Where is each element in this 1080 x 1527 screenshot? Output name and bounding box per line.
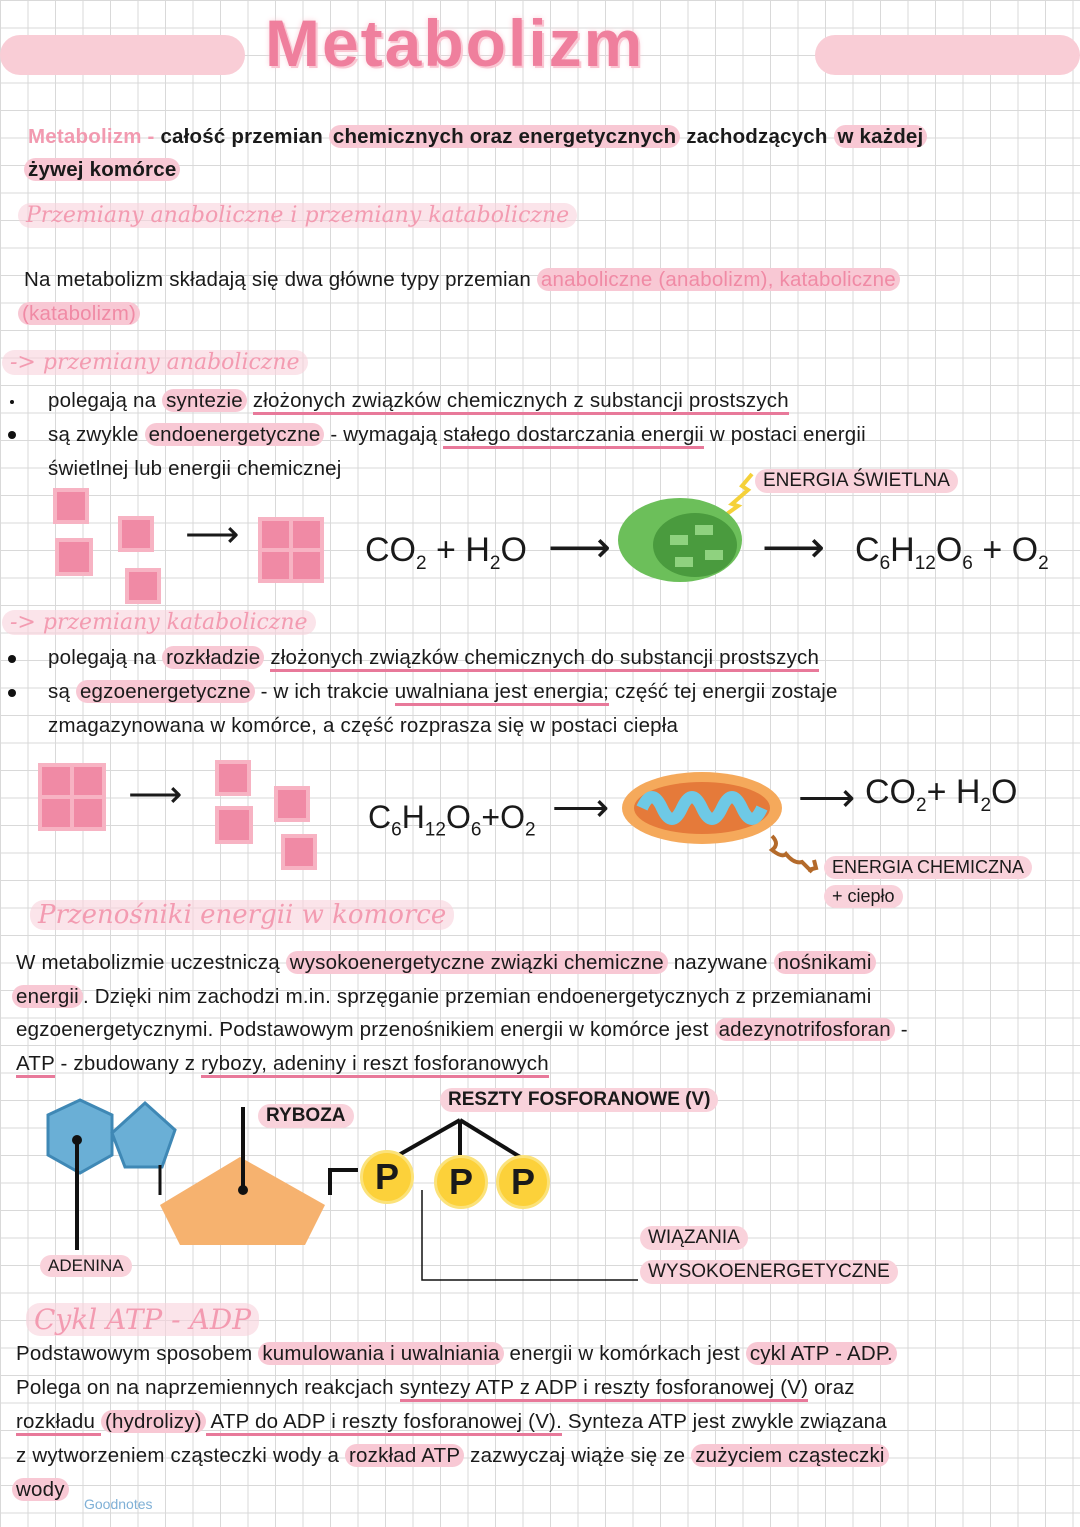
types-line-2 (18, 299, 140, 329)
combined-square (258, 517, 324, 583)
header-band-left (0, 35, 245, 75)
heading-types: Przemiany anaboliczne i przemiany kataboliczne (18, 203, 577, 228)
photosynthesis-products: $C_6H_{12}O_6 + O_2$ (855, 531, 1049, 574)
highlighted-text: wysokoenergetyczne związki chemiczne (286, 951, 668, 974)
text-segment: nazywane (667, 951, 774, 974)
phosphates-label: RESZTY FOSFORANOWE (V) (440, 1088, 718, 1112)
text-segment: Podstawowym sposobem (16, 1342, 259, 1365)
catabolic-line-3 (48, 711, 678, 741)
highlighted-text: anaboliczne (anabolizm), kataboliczne (537, 268, 900, 291)
small-square (55, 538, 93, 576)
carriers-line-2 (12, 982, 871, 1012)
phosphate-group: P (434, 1155, 488, 1209)
energy-light-label: ENERGIA ŚWIETLNA (755, 469, 958, 493)
text-segment: - (894, 1018, 908, 1041)
small-square (281, 834, 317, 870)
respiration-products: $CO_2+ H_2O$ (865, 773, 1018, 816)
highlighted-text: energii (12, 985, 83, 1008)
bullet (8, 431, 16, 439)
catabolic-line-1 (48, 643, 819, 673)
text-segment: zmagazynowana w komórce, a część rozprasza się w postaci ciepła (48, 714, 679, 737)
text-segment: są (48, 680, 76, 703)
text-segment (247, 389, 253, 412)
underlined-text: uwalniana jest energia; (395, 680, 609, 706)
page-title: Metabolizm (265, 6, 645, 80)
underlined-text: syntezy ATP z ADP i reszty fosforanowej (V) (400, 1376, 809, 1402)
text-segment: oraz (808, 1376, 855, 1399)
cycle-line-4 (16, 1441, 889, 1471)
arrow-1: ⟶ (128, 774, 183, 816)
underlined-text: złożonych związków chemicznych z substancji prostszych (253, 389, 789, 415)
underlined-text: ATP (16, 1052, 55, 1078)
heat-label: + ciepło (824, 885, 903, 908)
highlighted-text: nośnikami (774, 951, 876, 974)
underlined-text: stałego dostarczania energii (443, 423, 704, 449)
bullet (8, 689, 16, 697)
text-segment: Na metabolizm składają się dwa główne typy przemian (24, 268, 537, 291)
bonds-label-1: WIĄZANIA (640, 1226, 748, 1250)
text-segment: w postaci energii (703, 423, 866, 446)
types-line-1 (24, 265, 900, 295)
heading-anabolic: -> przemiany anaboliczne (2, 350, 308, 375)
underlined-text: ATP do ADP i reszty fosforanowej (V). (206, 1410, 562, 1436)
text-segment: - wymagają (324, 423, 444, 446)
anabolic-line-1 (48, 386, 789, 416)
arrow-3: ⟶ (798, 776, 856, 820)
text-segment: są zwykle (48, 423, 145, 446)
adenine-label: ADENINA (40, 1255, 132, 1277)
text-segment: z wytworzeniem cząsteczki wody a (16, 1444, 346, 1467)
catabolic-line-2 (48, 677, 838, 707)
arrow-2: ⟶ (552, 786, 610, 830)
underlined-text: rybozy, adeniny i reszt fosforanowych (201, 1052, 549, 1078)
definition-line-2 (24, 155, 180, 185)
adenine-pentagon (112, 1103, 175, 1167)
text-segment: - zbudowany z (54, 1052, 202, 1075)
carriers-line-3 (16, 1015, 908, 1045)
energy-chemical-label: ENERGIA CHEMICZNA (824, 856, 1032, 879)
text-segment: . Dzięki nim zachodzi m.in. sprzęganie przemian endoenergetycznych z przemianami (82, 985, 872, 1008)
highlighted-text: cykl ATP - ADP. (746, 1342, 897, 1365)
text-segment: egzoenergetycznymi. Podstawowym przenośnikiem energii w komórce jest (16, 1018, 715, 1041)
text-segment: zazwyczaj wiąże się ze (464, 1444, 692, 1467)
text-segment: Polega on na naprzemiennych reakcjach (16, 1376, 400, 1399)
highlighted-text: kumulowania i uwalniania (258, 1342, 503, 1365)
ribose-label: RYBOZA (258, 1104, 354, 1128)
highlighted-text: (hydrolizy) (101, 1410, 206, 1433)
cycle-line-1 (16, 1339, 897, 1369)
carriers-line-1 (16, 948, 876, 978)
text-segment: Metabolizm - (28, 125, 161, 148)
highlighted-text: w każdej (834, 125, 928, 148)
arrow-1: ⟶ (185, 514, 240, 556)
text-segment: zachodzących (680, 125, 834, 148)
highlighted-text: żywej komórce (24, 158, 180, 181)
combined-square (38, 763, 106, 831)
highlighted-text: rozkładzie (162, 646, 264, 669)
photosynthesis-reactants: $CO_2 + H_2O$ (365, 531, 527, 574)
text-segment: świetlnej lub energii chemicznej (48, 457, 342, 480)
highlighted-text: wody (12, 1478, 69, 1501)
anabolic-line-2 (48, 420, 866, 450)
highlighted-text: egzoenergetyczne (76, 680, 255, 703)
wavy-arrow-icon (768, 832, 820, 876)
text-segment: W metabolizmie uczestniczą (16, 951, 286, 974)
chloroplast-icon (615, 495, 745, 585)
respiration-reactants: $C_6H_{12}O_6+O_2$ (368, 799, 536, 841)
small-square (125, 568, 161, 604)
highlighted-text: chemicznych oraz energetycznych (329, 125, 680, 148)
bullet (8, 655, 16, 663)
phosphate-group: P (360, 1150, 414, 1204)
highlighted-text: endoenergetyczne (145, 423, 325, 446)
small-square (215, 806, 253, 844)
heading-carriers: Przenośniki energii w komorce (30, 900, 454, 930)
small-square (274, 786, 310, 822)
carriers-line-4 (16, 1049, 549, 1079)
cycle-line-5 (12, 1475, 69, 1505)
underlined-text: złożonych związków chemicznych do substancji prostszych (270, 646, 819, 672)
highlighted-text: zużyciem cząsteczki (691, 1444, 888, 1467)
goodnotes-watermark: Goodnotes (84, 1496, 153, 1512)
definition-line-1 (28, 122, 927, 152)
phosphate-group: P (496, 1155, 550, 1209)
underlined-text: rozkładu (16, 1410, 101, 1436)
highlighted-text: adezynotrifosforan (715, 1018, 895, 1041)
mitochondrion-icon (620, 768, 785, 848)
text-segment: polegają na (48, 646, 163, 669)
small-square (118, 516, 154, 552)
small-square (53, 488, 89, 524)
arrow-2: ⟶ (548, 523, 612, 572)
bullet (10, 400, 14, 404)
bonds-label-2: WYSOKOENERGETYCZNE (640, 1260, 898, 1284)
text-segment: polegają na (48, 389, 163, 412)
text-segment: całość przemian (160, 125, 329, 148)
anabolic-line-3 (48, 454, 342, 484)
header-band-right (815, 35, 1080, 75)
highlighted-text: (katabolizm) (18, 302, 140, 325)
text-segment: część tej energii zostaje (609, 680, 838, 703)
text-segment: - w ich trakcie (254, 680, 395, 703)
heading-catabolic: -> przemiany kataboliczne (2, 610, 316, 635)
small-square (215, 760, 251, 796)
highlighted-text: rozkład ATP (345, 1444, 464, 1467)
highlighted-text: syntezie (162, 389, 247, 412)
heading-cycle: Cykl ATP - ADP (26, 1303, 259, 1336)
cycle-line-2 (16, 1373, 855, 1403)
text-segment: energii w komórkach jest (503, 1342, 746, 1365)
cycle-line-3 (16, 1407, 887, 1437)
text-segment: Synteza ATP jest zwykle związana (562, 1410, 887, 1433)
arrow-3: ⟶ (762, 523, 826, 572)
